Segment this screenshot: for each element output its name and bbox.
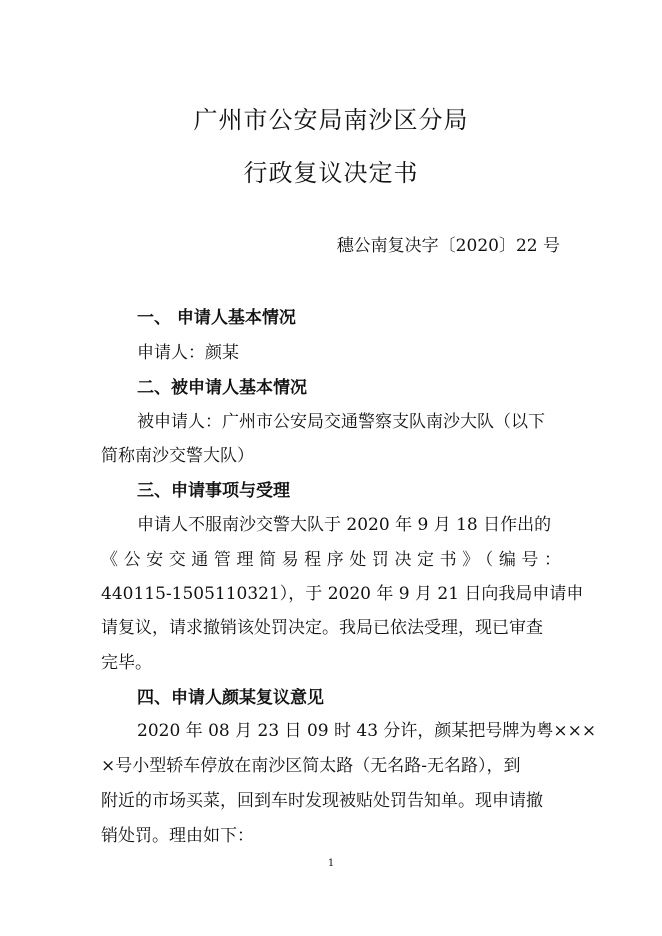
opinion-line-2: ×号小型轿车停放在南沙区简太路（无名路-无名路），到 <box>101 756 521 776</box>
application-line-1: 申请人不服南沙交警大队于 2020 年 9 月 18 日作出的 <box>137 515 552 535</box>
opinion-line-1: 2020 年 08 月 23 日 09 时 43 分许，颜某把号牌为粤××× <box>137 721 597 741</box>
application-line-3: 440115-1505110321），于 2020 年 9 月 21 日向我局申请申 <box>101 584 584 604</box>
section-heading-respondent: 二、被申请人基本情况 <box>137 378 307 398</box>
application-line-2: 《公安交通管理简易程序处罚决定书》（编号： <box>101 550 561 570</box>
respondent-line-1: 被申请人：广州市公安局交通警察支队南沙大队（以下 <box>137 412 545 432</box>
section-heading-applicant: 一、 申请人基本情况 <box>137 308 296 328</box>
page-number: 1 <box>327 858 335 869</box>
section-heading-opinion: 四、申请人颜某复议意见 <box>137 688 324 708</box>
document-title-type: 行政复议决定书 <box>243 159 419 187</box>
opinion-line-3: 附近的市场买菜，回到车时发现被贴处罚告知单。现申请撤 <box>101 791 543 811</box>
opinion-line-4: 销处罚。理由如下： <box>101 826 254 846</box>
applicant-name-line: 申请人：颜某 <box>137 343 239 363</box>
application-line-4: 请复议，请求撤销该处罚决定。我局已依法受理，现已审查 <box>101 618 543 638</box>
respondent-line-2: 简称南沙交警大队） <box>101 446 254 466</box>
application-line-5: 完毕。 <box>101 653 152 673</box>
document-number: 穗公南复决字〔2020〕22 号 <box>336 236 560 256</box>
section-heading-application: 三、申请事项与受理 <box>137 481 290 501</box>
document-title-authority: 广州市公安局南沙区分局 <box>193 106 469 134</box>
